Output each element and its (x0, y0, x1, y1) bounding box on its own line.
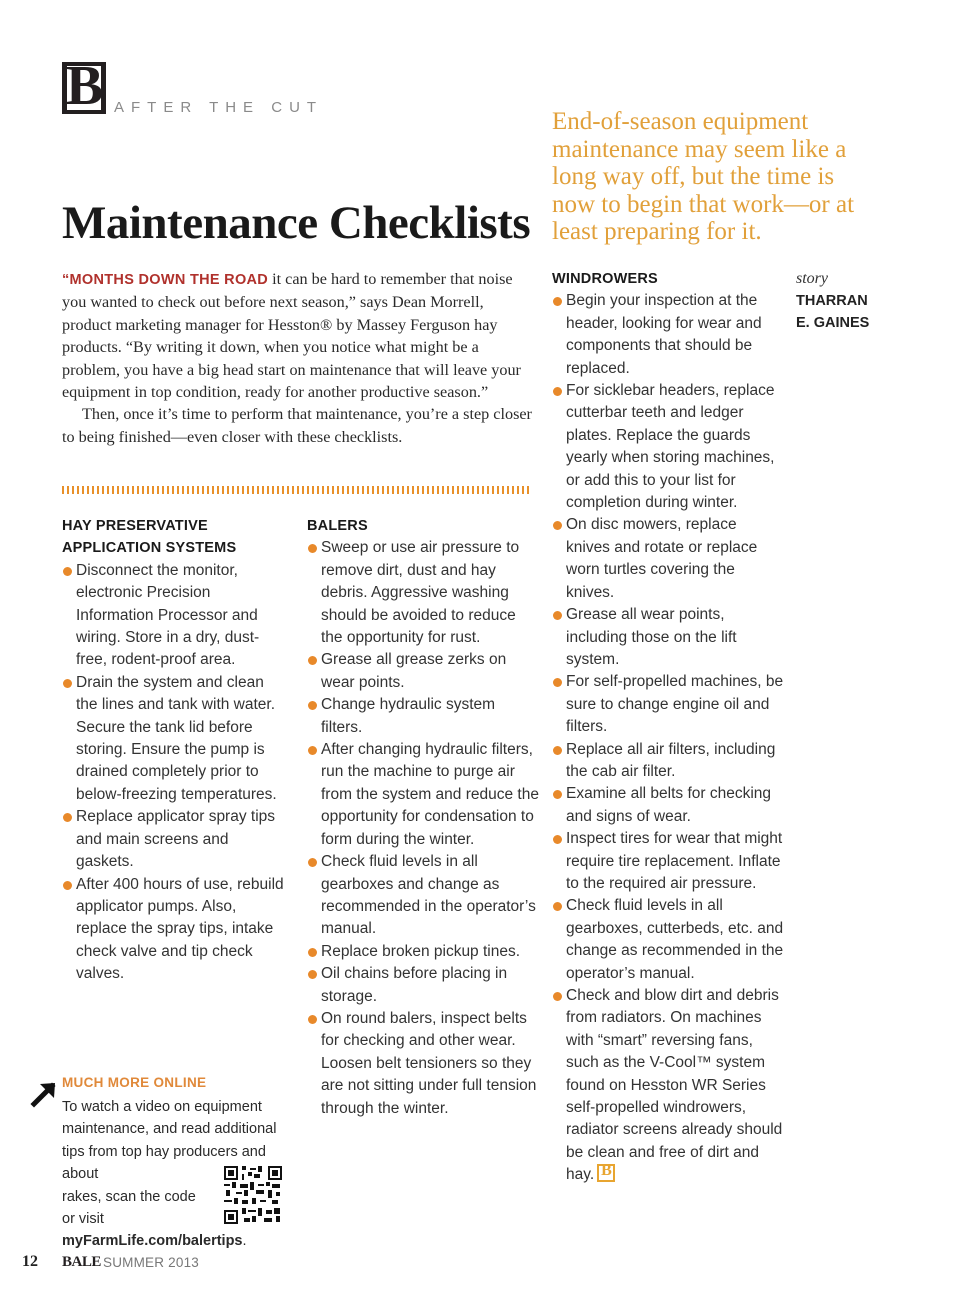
end-mark-icon (597, 1164, 615, 1182)
list-item-text: On round balers, inspect belts for checking and other wear. Loosen belt tensioners so they are not sitting under full tension through the winter. (321, 1009, 537, 1117)
bullet-icon (63, 881, 72, 890)
heading-line-2: APPLICATION SYSTEMS (62, 540, 237, 557)
bullet-icon (553, 678, 562, 687)
bullet-icon (553, 902, 562, 911)
list-item-text: Check fluid levels in all gearboxes and change as recommended in the operator’s manual. (321, 853, 536, 938)
balers-heading: BALERS (307, 518, 368, 534)
page-title: Maintenance Checklists (62, 197, 531, 249)
online-url-link[interactable]: myFarmLife.com/balertips (62, 1233, 243, 1250)
list-item (552, 985, 784, 1187)
bullet-icon (63, 679, 72, 688)
hay-preservative-section (62, 515, 287, 986)
online-text-b-pre: rakes, scan the code or visit (62, 1188, 196, 1228)
windrowers-section (552, 268, 784, 1187)
list-item (552, 380, 784, 514)
bullet-icon (63, 567, 72, 576)
list-item-text: Replace broken pickup tines. (321, 942, 521, 960)
list-item-text: Check and blow dirt and debris from radiators. On machines with “smart” reversing fans, such as the V-Cool™ system found on Hesston WR Series self-propelled windrowers, radiator screens already should be clean and free of dirt and hay. (566, 987, 783, 1184)
list-item-text: Sweep or use air pressure to remove dirt, dust and hay debris. Aggressive washing should be avoided to reduce the opportunity for rust. (321, 539, 520, 647)
bullet-icon (308, 858, 317, 867)
bullet-icon (63, 813, 72, 822)
section-logo (62, 55, 106, 117)
list-item (307, 851, 539, 941)
list-item (307, 694, 539, 739)
bullet-icon (553, 992, 562, 1001)
list-item (552, 290, 784, 380)
list-item-text: Grease all grease zerks on wear points. (321, 651, 507, 691)
online-text-b-post: . (242, 1233, 247, 1250)
list-item (62, 806, 287, 873)
bullet-icon (308, 1015, 317, 1024)
bullet-icon (553, 611, 562, 620)
intro-paragraph-1-text: it can be hard to remember that noise you wanted to check out before next season,” says Dean Morrell, product marketing manager for Hesston® by Massey Ferguson hay products. “By writing it down, when you notice what might be a problem, you have a big head start on maintenance that will leave your equipment in top condition, ready for another productive season.” (62, 270, 521, 402)
list-item-text: For sicklebar headers, replace cutterbar teeth and ledger plates. Replace the guards yearly when storing machines, or add this to your list for completion during winter. (566, 382, 775, 512)
list-item (552, 895, 784, 985)
list-item (62, 672, 287, 806)
list-item (552, 604, 784, 671)
list-item (552, 739, 784, 784)
list-item (307, 1008, 539, 1120)
byline-role: story (796, 270, 828, 287)
list-item (307, 941, 539, 963)
intro-paragraph-1 (62, 268, 534, 403)
list-item (307, 739, 539, 851)
online-heading: MUCH MORE ONLINE (62, 1075, 207, 1090)
windrowers-heading: WINDROWERS (552, 271, 658, 287)
bullet-icon (308, 970, 317, 979)
list-item-text: Change hydraulic system filters. (321, 696, 496, 736)
list-item (552, 671, 784, 738)
heading-line-1: HAY PRESERVATIVE (62, 518, 208, 534)
online-text-b (62, 1186, 247, 1253)
windrowers-list (552, 290, 784, 1186)
list-item (307, 649, 539, 694)
footer-magazine-logo: BALE (62, 1254, 101, 1270)
byline-author: THARRAN E. GAINES (796, 293, 870, 332)
hay-preservative-list (62, 560, 287, 986)
list-item-text: Disconnect the monitor, electronic Precision Information Processor and wiring. Store in a dry, dust-free, rodent-proof area. (76, 561, 260, 669)
intro-lead: “MONTHS DOWN THE ROAD (62, 272, 269, 288)
list-item-text: Begin your inspection at the header, looking for wear and components that should be replaced. (566, 292, 762, 377)
list-item (552, 783, 784, 828)
section-name: AFTER THE CUT (114, 99, 324, 116)
hay-preservative-heading (62, 515, 287, 560)
list-item (62, 874, 287, 986)
list-item (552, 514, 784, 604)
balers-section (307, 515, 539, 1120)
bullet-icon (553, 387, 562, 396)
end-mark-letter: B (601, 1162, 612, 1180)
list-item (307, 963, 539, 1008)
list-item-text: On disc mowers, replace knives and rotate or replace worn turtles covering the knives. (566, 516, 758, 601)
bullet-icon (308, 544, 317, 553)
byline (796, 268, 916, 335)
list-item-text: Grease all wear points, including those on the lift system. (566, 606, 737, 668)
list-item (62, 560, 287, 672)
list-item-text: For self-propelled machines, be sure to change engine oil and filters. (566, 673, 784, 736)
balers-list (307, 537, 539, 1120)
footer-issue: SUMMER 2013 (103, 1255, 199, 1270)
bullet-icon (553, 297, 562, 306)
divider (62, 486, 532, 494)
list-item-text: Replace applicator spray tips and main screens and gaskets. (76, 808, 276, 871)
bullet-icon (308, 948, 317, 957)
list-item-text: Inspect tires for wear that might require tire replacement. Inflate to the required air pressure. (566, 830, 783, 892)
list-item-text: Replace all air filters, including the cab air filter. (566, 740, 776, 780)
list-item-text: Examine all belts for checking and signs of wear. (566, 785, 772, 825)
list-item (307, 537, 539, 649)
bullet-icon (308, 746, 317, 755)
article-deck: End-of-season equipment maintenance may seem like a long way off, but the time is now to begin that work—or at least preparing for it. (552, 108, 855, 245)
list-item-text: After changing hydraulic filters, run the machine to purge air from the system and reduce the opportunity for condensation to form during the winter. (321, 741, 539, 848)
intro-paragraph-2: Then, once it’s time to perform that maintenance, you’re a step closer to being finished—even closer with these checklists. (62, 405, 532, 446)
online-text: To watch a video on equipment maintenance, and read additional tips from top hay producers and about (62, 1099, 277, 1183)
list-item-text: Check fluid levels in all gearboxes, cutterbeds, etc. and change as recommended in the operator’s manual. (566, 897, 784, 982)
page-number: 12 (22, 1253, 38, 1270)
list-item-text: Oil chains before placing in storage. (321, 965, 508, 1005)
bullet-icon (553, 746, 562, 755)
bullet-icon (553, 521, 562, 530)
arrow-icon (30, 1078, 60, 1108)
qr-code-icon[interactable] (224, 1166, 282, 1224)
section-logo-letter: B (66, 55, 104, 117)
bullet-icon (553, 790, 562, 799)
list-item-text: After 400 hours of use, rebuild applicator pumps. Also, replace the spray tips, intake check valve and tip check valves. (76, 875, 284, 983)
bullet-icon (553, 835, 562, 844)
list-item (552, 828, 784, 895)
list-item-text: Drain the system and clean the lines and tank with water. Secure the tank lid before storing. Ensure the pump is drained completely prior to below-freezing temperatures. (76, 673, 277, 803)
bullet-icon (308, 701, 317, 710)
intro-text (62, 268, 534, 448)
bullet-icon (308, 656, 317, 665)
